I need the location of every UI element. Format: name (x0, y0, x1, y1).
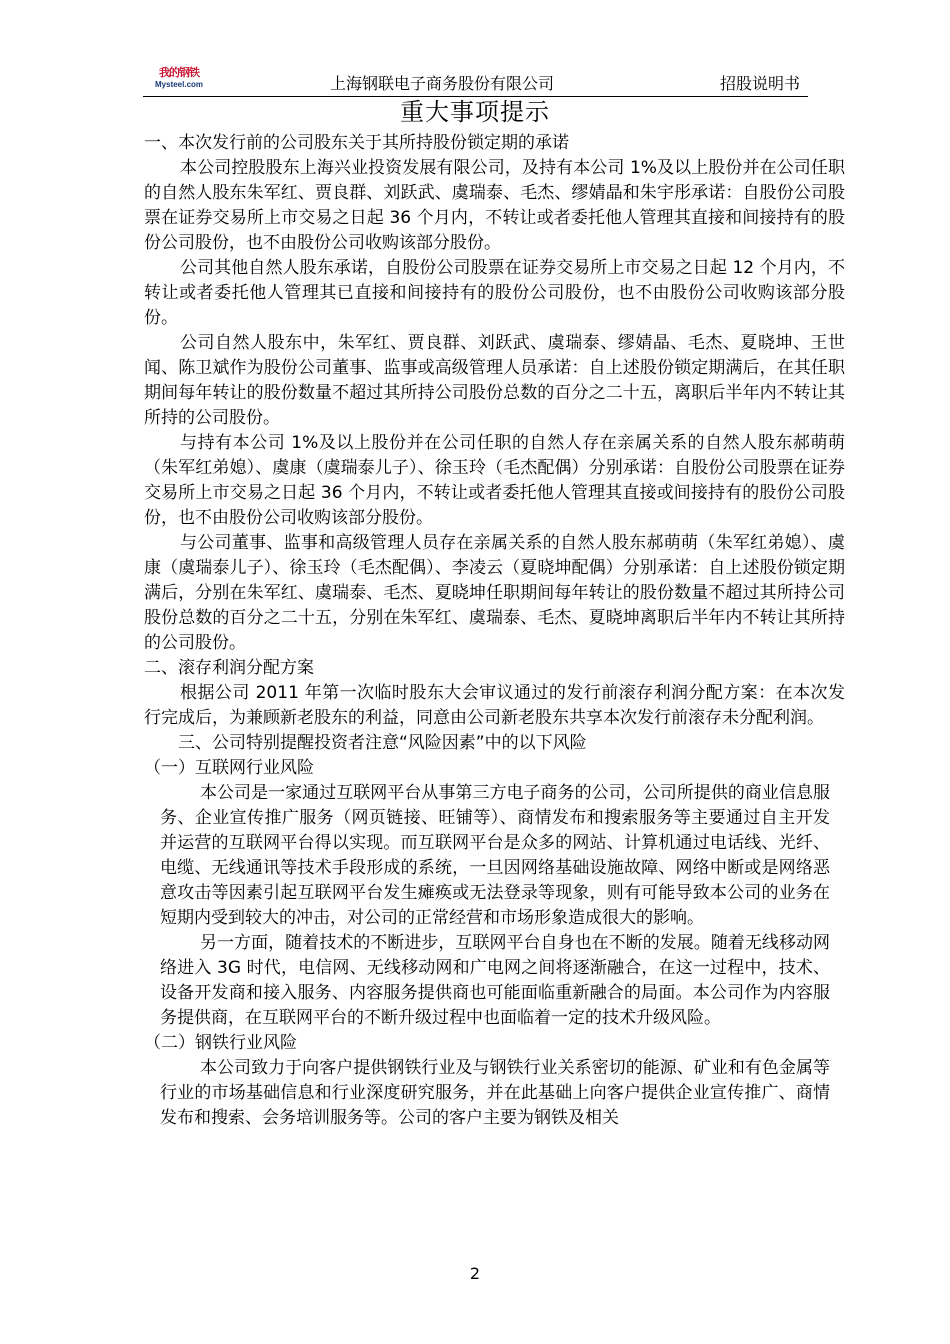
logo-cn-text: 我的钢铁 (159, 66, 199, 79)
section-3-1-heading: （一）互联网行业风险 (144, 758, 314, 778)
logo-en-text: Mysteel.com (155, 80, 204, 89)
section-1-heading: 一、本次发行前的公司股东关于其所持股份锁定期的承诺 (144, 133, 569, 153)
section-2-paragraph-1: 根据公司 2011 年第一次临时股东大会审议通过的发行前滚存利润分配方案：在本次发行完成后，为兼顾新老股东的利益，同意由公司新老股东共享本次发行前滚存未分配利润。 (144, 683, 845, 728)
section-3-2-heading: （二）钢铁行业风险 (144, 1033, 297, 1053)
page-number: 2 (469, 1264, 481, 1283)
mysteel-logo (155, 64, 215, 92)
section-3-2-paragraph-1: 本公司致力于向客户提供钢铁行业及与钢铁行业关系密切的能源、矿业和有色金属等行业的市场基础信息和行业深度研究服务，并在此基础上向客户提供企业宣传推广、商情发布和搜索、会务培训服务等。公司的客户主要为钢铁及相关 (160, 1058, 830, 1128)
section-2-heading: 二、滚存利润分配方案 (144, 658, 314, 678)
document-body (0, 131, 950, 1131)
section-3-heading: 三、公司特别提醒投资者注意“风险因素”中的以下风险 (178, 733, 587, 753)
section-1-paragraph-4: 与持有本公司 1%及以上股份并在公司任职的自然人存在亲属关系的自然人股东郝萌萌（朱军红弟媳）、虞康（虞瑞泰儿子）、徐玉玲（毛杰配偶）分别承诺：自股份公司股票在证券交易所上市交易之日起 36 个月内，不转让或者委托他人管理其直接或间接持有的股份公司股份，也不由股份公司收购该部分股份。 (144, 433, 845, 528)
section-3-1-paragraph-2: 另一方面，随着技术的不断进步，互联网平台自身也在不断的发展。随着无线移动网络进入 3G 时代，电信网、无线移动网和广电网之间将逐渐融合，在这一过程中，技术、设备开发商和接入服务、内容服务提供商也可能面临重新融合的局面。本公司作为内容服务提供商，在互联网平台的不断升级过程中也面临着一定的技术升级风险。 (160, 933, 830, 1028)
section-3-1-paragraph-1: 本公司是一家通过互联网平台从事第三方电子商务的公司，公司所提供的商业信息服务、企业宣传推广服务（网页链接、旺铺等）、商情发布和搜索服务等主要通过自主开发并运营的互联网平台得以实现。而互联网平台是众多的网站、计算机通过电话线、光纤、电缆、无线通讯等技术手段形成的系统，一旦因网络基础设施故障、网络中断或是网络恶意攻击等因素引起互联网平台发生瘫痪或无法登录等现象，则有可能导致本公司的业务在短期内受到较大的冲击，对公司的正常经营和市场形象造成很大的影响。 (160, 783, 830, 928)
section-1-paragraph-5: 与公司董事、监事和高级管理人员存在亲属关系的自然人股东郝萌萌（朱军红弟媳）、虞康（虞瑞泰儿子）、徐玉玲（毛杰配偶）、李凌云（夏晓坤配偶）分别承诺：自上述股份锁定期满后，分别在朱军红、虞瑞泰、毛杰、夏晓坤任职期间每年转让的股份数量不超过其所持公司股份总数的百分之二十五，分别在朱军红、虞瑞泰、毛杰、夏晓坤离职后半年内不转让其所持的公司股份。 (144, 533, 845, 653)
section-1-paragraph-2: 公司其他自然人股东承诺，自股份公司股票在证券交易所上市交易之日起 12 个月内，不转让或者委托他人管理其已直接和间接持有的股份公司股份，也不由股份公司收购该部分股份。 (144, 258, 845, 328)
header-document-type: 招股说明书 (719, 74, 800, 93)
section-1-paragraph-1: 本公司控股股东上海兴业投资发展有限公司，及持有本公司 1%及以上股份并在公司任职的自然人股东朱军红、贾良群、刘跃武、虞瑞泰、毛杰、缪婧晶和朱宇彤承诺：自股份公司股票在证券交易所上市交易之日起 36 个月内，不转让或者委托他人管理其直接和间接持有的股份公司股份，也不由股份公司收购该部分股份。 (144, 158, 845, 253)
header-company-name: 上海钢联电子商务股份有限公司 (330, 74, 555, 93)
page-title: 重大事项提示 (400, 98, 550, 126)
section-1-paragraph-3: 公司自然人股东中，朱军红、贾良群、刘跃武、虞瑞泰、缪婧晶、毛杰、夏晓坤、王世闻、陈卫斌作为股份公司董事、监事或高级管理人员承诺：自上述股份锁定期满后，在其任职期间每年转让的股份数量不超过其所持公司股份总数的百分之二十五，离职后半年内不转让其所持的公司股份。 (144, 333, 845, 428)
